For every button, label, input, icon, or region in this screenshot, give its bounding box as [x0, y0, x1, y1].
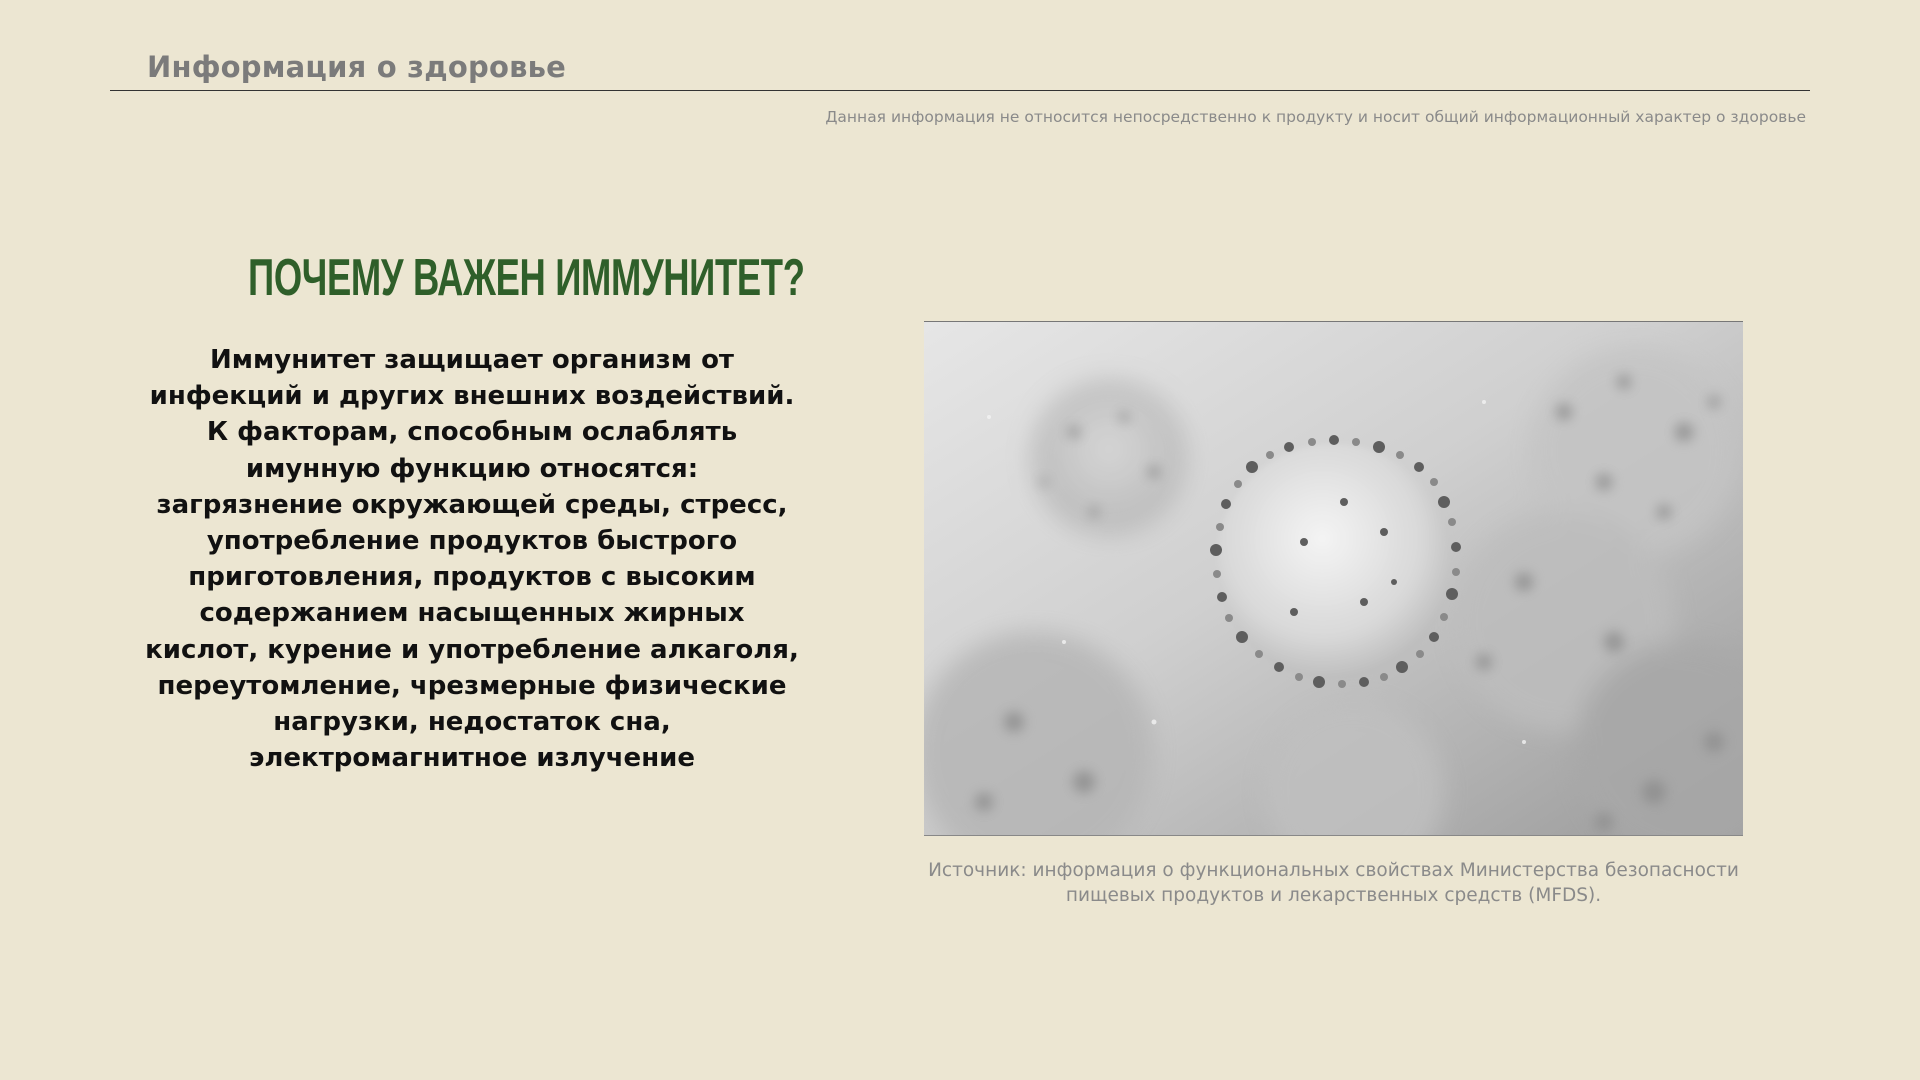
header-divider	[110, 90, 1810, 91]
virus-illustration	[924, 322, 1743, 835]
section-heading: ПОЧЕМУ ВАЖЕН ИММУНИТЕТ?	[248, 249, 805, 307]
virus-particles-photo	[924, 321, 1743, 836]
page-title: Информация о здоровье	[147, 50, 567, 84]
body-paragraph: Иммунитет защищает организм от инфекций и других внешних воздействий. К факторам, способным ослаблять имунную функцию относятся: загрязнение окружающей среды, стресс, употребление продуктов быстрого приготовления, продуктов с высоким содержанием насыщенных жирных кислот, курение и употребление алкаголя, переутомление, чрезмерные физические нагрузки, недостаток сна, электромагнитное излучение	[145, 345, 799, 774]
source-caption: Источник: информация о функциональных свойствах Министерства безопасности пищевых продуктов и лекарственных средств (MFDS).	[928, 860, 1739, 906]
disclaimer-text: Данная информация не относится непосредственно к продукту и носит общий информационный характер о здоровье	[825, 108, 1806, 126]
